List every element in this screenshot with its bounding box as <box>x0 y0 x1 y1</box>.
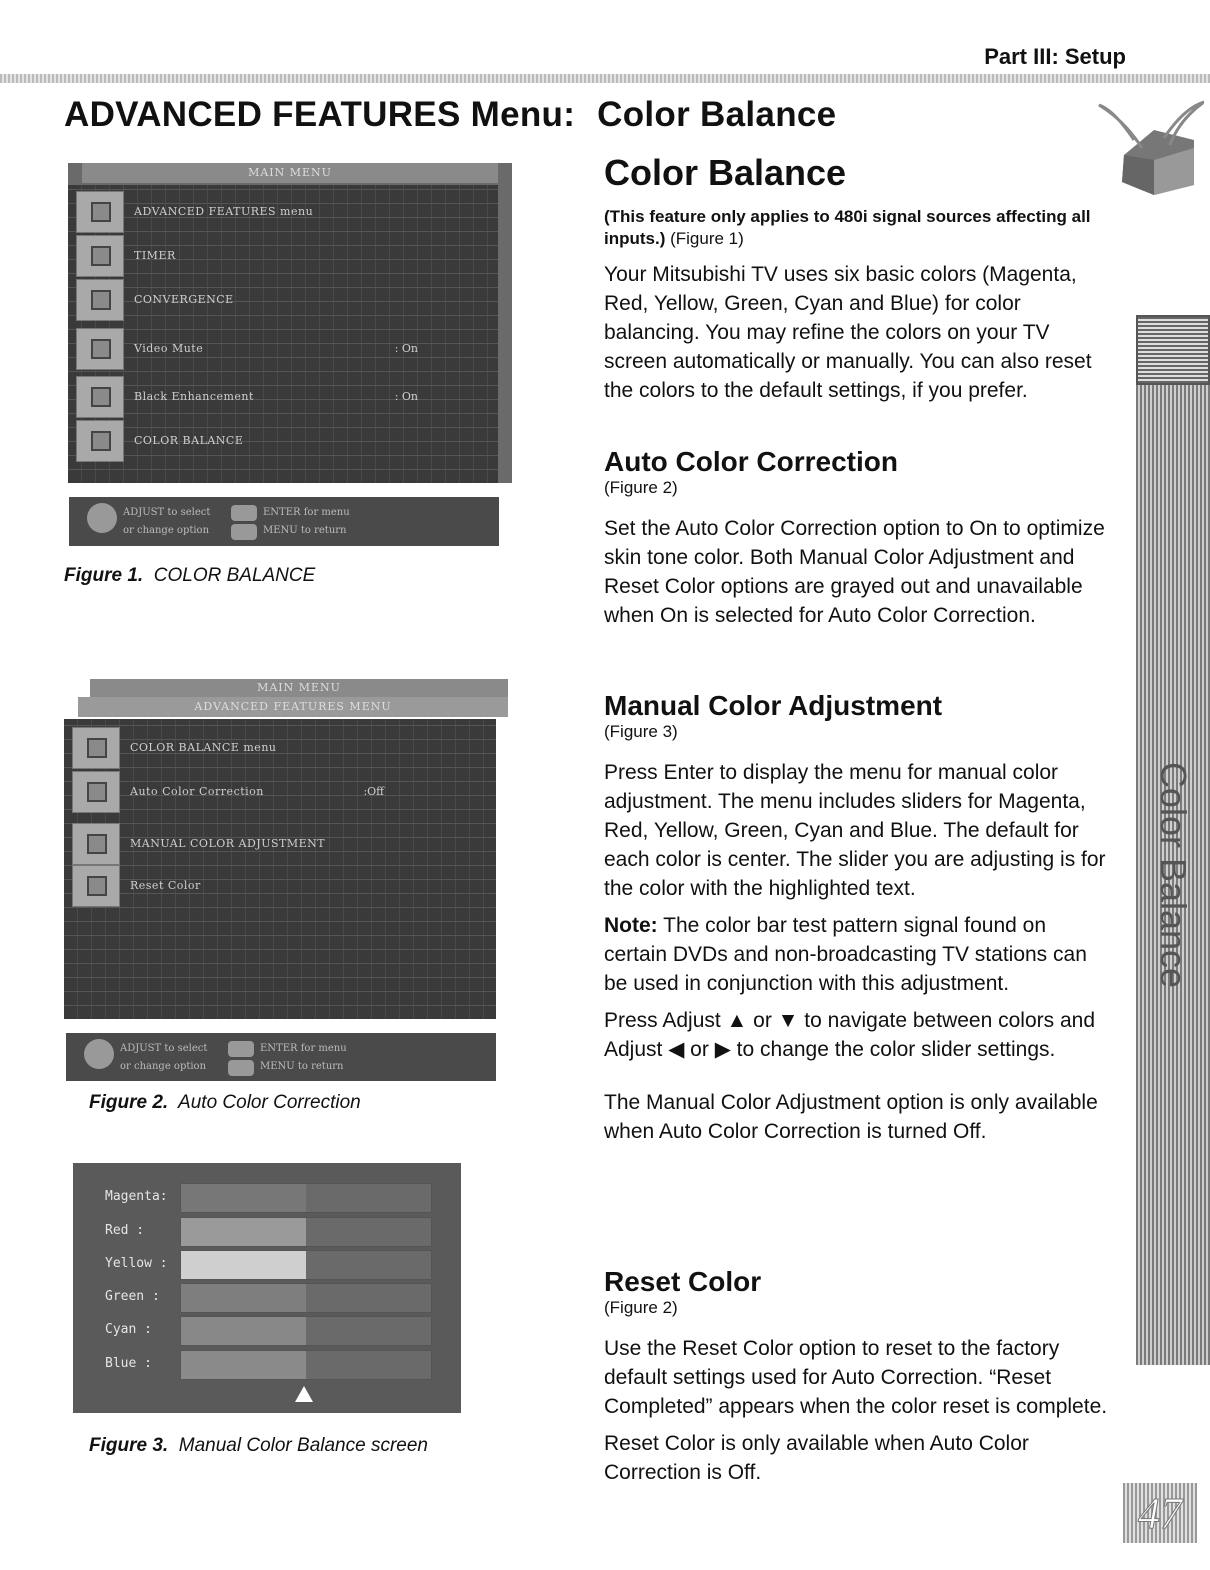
slider-track[interactable] <box>180 1316 432 1346</box>
video-mute-icon <box>76 328 124 370</box>
header-part: Part III: Setup <box>984 44 1126 69</box>
color-balance-icon <box>72 727 120 769</box>
intro-figure-ref: (Figure 1) <box>665 229 744 248</box>
figure3-sliders-screen <box>73 1163 461 1413</box>
reset-heading: Reset Color <box>604 1266 762 1297</box>
slider-track[interactable] <box>180 1250 432 1280</box>
figure1-screen <box>68 163 512 483</box>
slider-fill <box>181 1218 306 1246</box>
manual-figure-ref: (Figure 3) <box>604 722 678 741</box>
slider-blue[interactable] <box>105 1350 445 1378</box>
caption-number: Figure 3. <box>89 1435 169 1456</box>
menu-item[interactable] <box>68 420 498 464</box>
menu-item[interactable] <box>64 727 496 771</box>
page-title <box>64 95 836 135</box>
menu-item[interactable] <box>68 235 498 279</box>
slider-fill <box>181 1317 306 1345</box>
menu-item-label: Reset Color <box>130 879 201 892</box>
slider-label: Red : <box>105 1223 145 1238</box>
slider-track[interactable] <box>180 1183 432 1213</box>
menu-button-icon <box>228 1060 254 1076</box>
note-paragraph <box>604 911 1114 998</box>
menu-item[interactable] <box>64 823 496 867</box>
menu-item-label: MANUAL COLOR ADJUSTMENT <box>130 837 326 850</box>
hint-text: ENTER for menu <box>263 507 350 518</box>
section-heading: Color Balance <box>604 152 847 193</box>
menu-item[interactable] <box>68 328 498 372</box>
figure1-caption <box>64 565 315 587</box>
slider-label: Cyan : <box>105 1322 152 1337</box>
reset-section <box>604 1266 1114 1487</box>
auto-heading: Auto Color Correction <box>604 446 898 477</box>
slider-track[interactable] <box>180 1283 432 1313</box>
side-tab-header <box>1136 315 1210 385</box>
hint-text: ADJUST to select <box>120 1043 208 1054</box>
menu-item[interactable] <box>68 191 498 235</box>
caption-text: Manual Color Balance screen <box>178 1435 428 1456</box>
figure2-caption <box>89 1092 361 1114</box>
menu-item-label: TIMER <box>134 249 176 262</box>
menu-item[interactable] <box>68 279 498 323</box>
manual-color-icon <box>72 823 120 865</box>
dpad-icon <box>84 1039 114 1069</box>
slider-fill <box>181 1284 306 1312</box>
manual-paragraph: Press Enter to display the menu for manual color adjustment. The menu includes sliders for Magenta, Red, Yellow, Green, Cyan and Blue. The default for each color is center. The slider you are adjusting is for the color with the highlighted text. <box>604 761 1106 900</box>
slider-cyan[interactable] <box>105 1316 445 1344</box>
slider-label: Magenta: <box>105 1189 168 1204</box>
manual-section <box>604 690 1114 1146</box>
reset-paragraph: Use the Reset Color option to reset to the factory default settings used for Auto Correction. “Reset Completed” appears when the color reset is complete. <box>604 1337 1108 1418</box>
menu-item-label: ADVANCED FEATURES menu <box>134 205 314 218</box>
slider-red[interactable] <box>105 1217 445 1245</box>
enter-button-icon <box>231 505 257 521</box>
slider-label: Blue : <box>105 1356 152 1371</box>
menu-item[interactable] <box>64 865 496 909</box>
manual-heading: Manual Color Adjustment <box>604 690 943 721</box>
menu-item-label: Video Mute <box>134 342 204 355</box>
slider-magenta[interactable] <box>105 1183 445 1211</box>
menu-item-value: :Off <box>363 785 384 798</box>
menu-item-label: Auto Color Correction <box>130 785 264 798</box>
note-text: The color bar test pattern signal found on certain DVDs and non-broadcasting TV stations can be used in conjunction with this adjustment. <box>604 914 1087 995</box>
content-column <box>604 152 1114 405</box>
slider-yellow[interactable] <box>105 1250 445 1278</box>
auto-paragraph: Set the Auto Color Correction option to On to optimize skin tone color. Both Manual Color Adjustment and Reset Color options are grayed out and unavailable when On is selected for Auto Color Correction. <box>604 517 1105 627</box>
menu-item-label: Black Enhancement <box>134 390 254 403</box>
menu-button-icon <box>231 524 257 540</box>
manual-availability-paragraph: The Manual Color Adjustment option is only available when Auto Color Correction is turned Off. <box>604 1091 1098 1143</box>
menu-item-label: COLOR BALANCE menu <box>130 741 277 754</box>
auto-figure-ref: (Figure 2) <box>604 478 678 497</box>
hint-text: MENU to return <box>263 525 347 536</box>
figure1-topbar: MAIN MENU <box>82 163 498 183</box>
slider-fill <box>181 1251 306 1279</box>
header-rule <box>0 74 1210 83</box>
figure1-hint-bar <box>69 497 499 546</box>
figure2-topbar-advanced: ADVANCED FEATURES MENU <box>78 697 508 717</box>
menu-item-value: : On <box>394 390 418 403</box>
page-title-main: ADVANCED FEATURES Menu: <box>64 95 576 134</box>
slider-green[interactable] <box>105 1283 445 1311</box>
reset-availability-paragraph: Reset Color is only available when Auto Color Correction is Off. <box>604 1432 1029 1484</box>
slider-fill <box>181 1351 306 1379</box>
press-paragraph: Press Adjust ▲ or ▼ to navigate between colors and Adjust ◀ or ▶ to change the color slider settings. <box>604 1009 1095 1061</box>
page-title-sub: Color Balance <box>597 95 837 134</box>
reset-color-icon <box>72 865 120 907</box>
intro-paragraph: Your Mitsubishi TV uses six basic colors (Magenta, Red, Yellow, Green, Cyan and Blue) for color balancing. You may refine the colors on your TV screen automatically or manually. You can also reset the colors to the default settings, if you prefer. <box>604 263 1092 402</box>
caption-text: COLOR BALANCE <box>153 565 316 586</box>
note-label: Note: <box>604 914 658 937</box>
slider-label: Green : <box>105 1289 160 1304</box>
dpad-icon <box>87 503 117 533</box>
slider-center-marker-icon <box>295 1386 313 1402</box>
hint-text: ENTER for menu <box>260 1043 347 1054</box>
menu-item-label: COLOR BALANCE <box>134 434 244 447</box>
slider-fill <box>181 1184 306 1212</box>
slider-label: Yellow : <box>105 1256 168 1271</box>
figure2-hint-bar <box>66 1033 496 1081</box>
menu-item-label: CONVERGENCE <box>134 293 234 306</box>
slider-track[interactable] <box>180 1217 432 1247</box>
page-number: 47 <box>1123 1483 1197 1543</box>
color-balance-icon <box>76 420 124 462</box>
timer-icon <box>76 235 124 277</box>
figure3-caption <box>89 1435 428 1457</box>
hint-text: MENU to return <box>260 1061 344 1072</box>
enter-button-icon <box>228 1041 254 1057</box>
menu-item-value: : On <box>394 342 418 355</box>
intro-note <box>604 206 1114 250</box>
side-tab-label: Color Balance <box>1153 761 1194 989</box>
intro-bold: (This feature only applies to 480i signal sources affecting all inputs.) <box>604 207 1091 248</box>
black-enhancement-icon <box>76 376 124 418</box>
caption-number: Figure 2. <box>89 1092 169 1113</box>
advanced-features-icon <box>76 191 124 233</box>
menu-item[interactable] <box>64 771 496 815</box>
slider-track[interactable] <box>180 1350 432 1380</box>
hint-text: ADJUST to select <box>123 507 211 518</box>
auto-section <box>604 446 1114 630</box>
hint-text: or change option <box>123 525 210 536</box>
hint-text: or change option <box>120 1061 207 1072</box>
convergence-icon <box>76 279 124 321</box>
reset-figure-ref: (Figure 2) <box>604 1298 678 1317</box>
caption-number: Figure 1. <box>64 565 144 586</box>
caption-text: Auto Color Correction <box>178 1092 361 1113</box>
figure2-topbar-main: MAIN MENU <box>90 679 508 697</box>
menu-item[interactable] <box>68 376 498 420</box>
auto-color-icon <box>72 771 120 813</box>
figure2-screen <box>64 679 509 1019</box>
